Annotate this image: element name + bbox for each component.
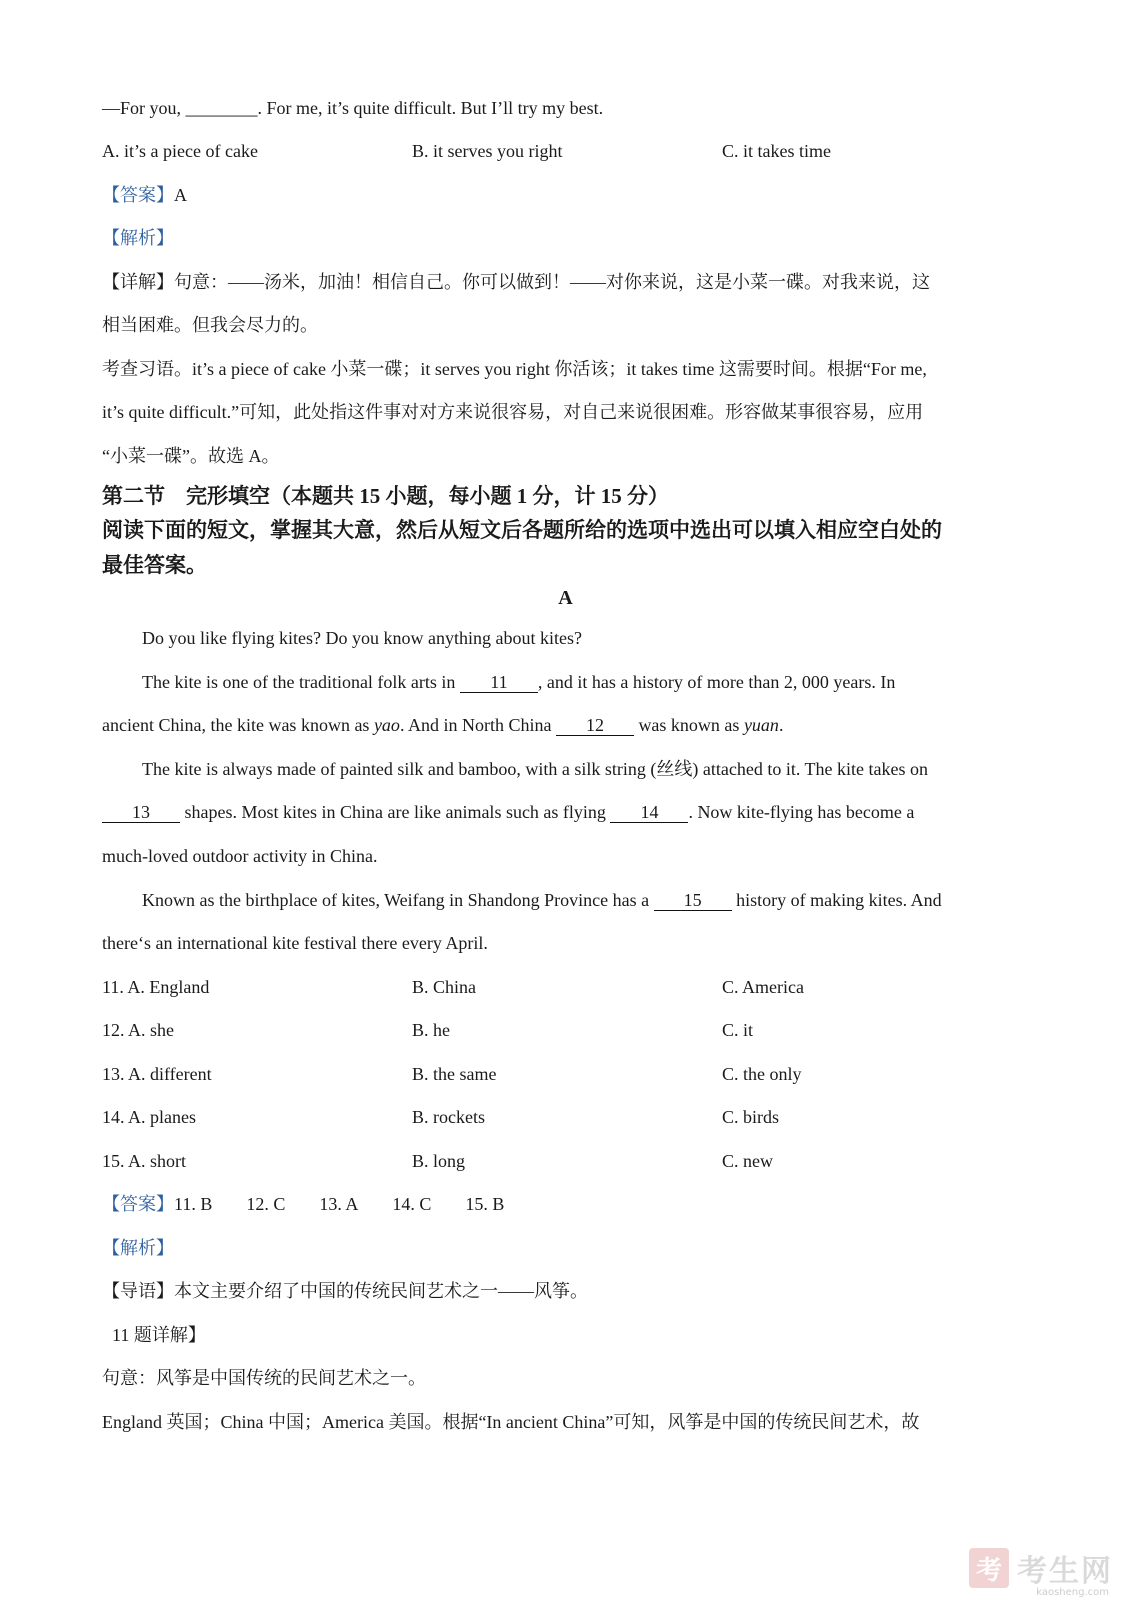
watermark-url: kaosheng.com (1036, 1587, 1109, 1598)
passage-line2: The kite is one of the traditional folk arts in 11 , and it has a history of more than 2, 000 years. In (142, 672, 896, 692)
passage-line5: 13 shapes. Most kites in China are like animals such as flying 14 . Now kite-flying has become a (102, 800, 914, 824)
q13-option-b: B. the same (412, 1064, 497, 1084)
q11-option-a: 11. A. England (102, 977, 210, 997)
q14-option-b: B. rockets (412, 1107, 485, 1127)
q11-option-b: B. China (412, 977, 477, 997)
watermark (969, 1546, 1113, 1590)
watermark-text: 考生网 (1017, 1554, 1113, 1589)
q11-detail-title: 11 题详解】 (112, 1325, 206, 1345)
q10-stem: —For you, ________. For me, it’s quite difficult. But I’ll try my best. (102, 98, 604, 118)
q14-option-a: 14. A. planes (102, 1107, 196, 1127)
q15-option-b: B. long (412, 1151, 466, 1171)
section-instruction-line1: 阅读下面的短文，掌握其大意，然后从短文后各题所给的选项中选出可以填入相应空白处的 (102, 518, 942, 542)
q15-option-a: 15. A. short (102, 1151, 187, 1171)
answer-14: 14. C (392, 1194, 432, 1214)
q10-analysis-label: 【解析】 (102, 228, 174, 248)
blank-11: 11 (460, 672, 538, 693)
watermark-logo-icon: 考 (969, 1548, 1009, 1588)
answers-row (102, 1192, 538, 1216)
passage-line4: The kite is always made of painted silk and bamboo, with a silk string (丝线) attached to it. The kite takes on (142, 759, 928, 779)
blank-12: 12 (556, 715, 634, 736)
answer-12: 12. C (246, 1194, 286, 1214)
passage-line7: Known as the birthplace of kites, Weifang in Shandong Province has a 15 history of making kites. And (142, 890, 942, 910)
answer-13: 13. A (319, 1194, 359, 1214)
q10-explanation-line3: “小菜一碟”。故选 A。 (102, 446, 280, 466)
answer-label: 【答案】 (102, 1194, 174, 1214)
analysis-label: 【解析】 (102, 1238, 174, 1258)
q10-detail-line2: 相当困难。但我会尽力的。 (102, 315, 318, 335)
q13-option-c: C. the only (722, 1064, 802, 1084)
q12-option-c: C. it (722, 1020, 754, 1040)
analysis-intro: 【导语】本文主要介绍了中国的传统民间艺术之一——风筝。 (102, 1281, 588, 1301)
passage-p1: Do you like flying kites? Do you know anything about kites? (142, 628, 582, 648)
q10-blank: ________ (185, 98, 258, 118)
passage-line8: there‘s an international kite festival there every April. (102, 933, 488, 953)
q12-option-b: B. he (412, 1020, 450, 1040)
answer-11: 11. B (174, 1194, 213, 1214)
q10-detail-line1: 【详解】句意：——汤米，加油！相信自己。你可以做到！——对你来说，这是小菜一碟。对我来说，这 (102, 272, 930, 292)
q11-explanation: England 英国；China 中国；America 美国。根据“In ancient China”可知，风筝是中国的传统民间艺术，故 (102, 1412, 920, 1432)
answer-15: 15. B (465, 1194, 505, 1214)
q11-option-c: C. America (722, 977, 804, 997)
passage-line6: much-loved outdoor activity in China. (102, 846, 378, 866)
q10-answer: 【答案】A (102, 185, 187, 205)
q10-option-b: B. it serves you right (412, 141, 563, 161)
q10-explanation-line2: it’s quite difficult.”可知，此处指这件事对对方来说很容易，对自己来说很困难。形容做某事很容易，应用 (102, 402, 924, 422)
blank-13: 13 (102, 802, 180, 823)
passage-line3: ancient China, the kite was known as yao. And in North China 12 was known as yuan. (102, 715, 784, 735)
passage-title: A (558, 587, 573, 609)
answer-label: 【答案】 (102, 185, 174, 205)
q11-meaning: 句意：风筝是中国传统的民间艺术之一。 (102, 1368, 426, 1388)
blank-15: 15 (654, 890, 732, 911)
section-heading: 第二节 完形填空（本题共 15 小题，每小题 1 分，计 15 分） (102, 484, 669, 508)
q10-explanation-line1: 考查习语。it’s a piece of cake 小菜一碟；it serves you right 你活该；it takes time 这需要时间。根据“For me, (102, 359, 927, 379)
q12-option-a: 12. A. she (102, 1020, 174, 1040)
section-instruction-line2: 最佳答案。 (102, 553, 207, 577)
blank-14: 14 (610, 802, 688, 823)
q13-option-a: 13. A. different (102, 1064, 212, 1084)
q10-option-a: A. it’s a piece of cake (102, 141, 258, 161)
q14-option-c: C. birds (722, 1107, 780, 1127)
q15-option-c: C. new (722, 1151, 773, 1171)
q10-option-c: C. it takes time (722, 141, 831, 161)
